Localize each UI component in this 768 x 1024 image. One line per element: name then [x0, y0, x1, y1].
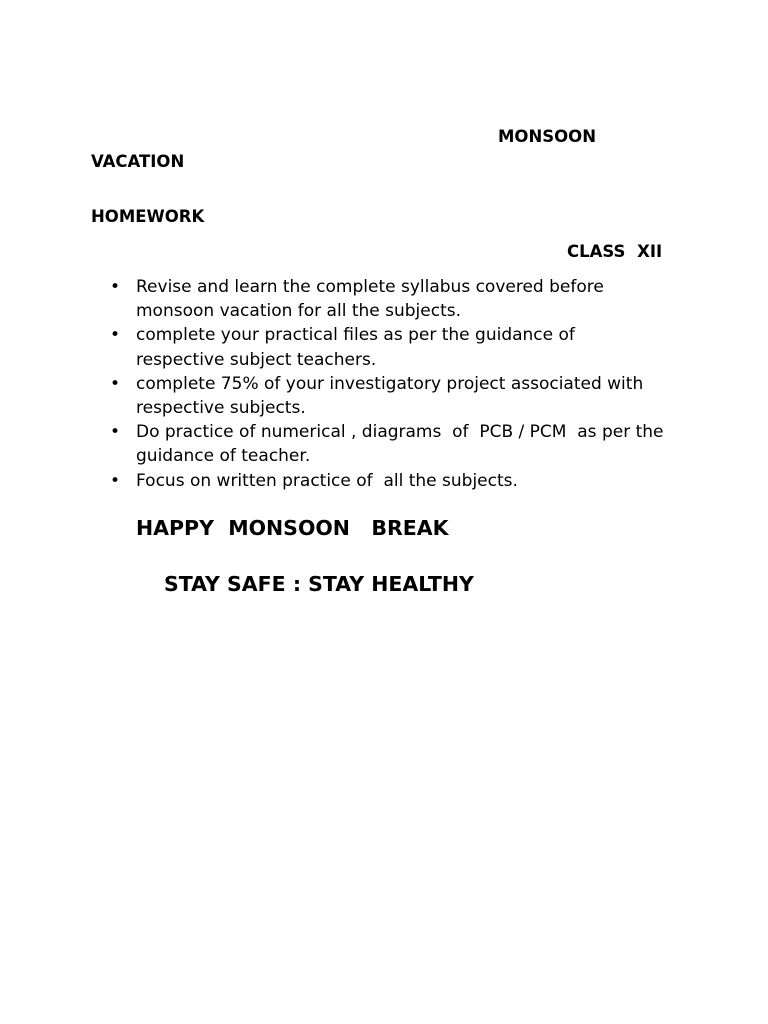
- list-item: [108, 323, 668, 371]
- class-label: CLASS XII: [567, 242, 663, 261]
- bullet-icon: •: [110, 277, 121, 297]
- bullet-icon: •: [110, 470, 121, 491]
- task-text: Focus on written practice of all the subjects.: [136, 470, 518, 491]
- list-item: [108, 420, 668, 468]
- bullet-icon: •: [110, 325, 121, 346]
- title-line-2: VACATION: [91, 152, 185, 171]
- closing-greeting: HAPPY MONSOON BREAK: [136, 516, 449, 540]
- list-item: [108, 469, 668, 493]
- list-item: [108, 372, 668, 420]
- task-text: complete 75% of your investigatory project associated with respective subjects.: [136, 373, 649, 419]
- bullet-icon: •: [110, 373, 121, 394]
- subtitle-homework: HOMEWORK: [91, 207, 205, 226]
- closing-slogan: STAY SAFE : STAY HEALTHY: [164, 572, 474, 596]
- task-text: Do practice of numerical , diagrams of PCB / PCM as per the guidance of teacher.: [136, 422, 669, 467]
- task-list: [108, 275, 668, 493]
- bullet-icon: •: [110, 422, 121, 443]
- title-line-1: MONSOON: [498, 127, 597, 146]
- task-text: Revise and learn the complete syllabus covered before monsoon vacation for all the subjects.: [136, 277, 610, 322]
- task-text: complete your practical files as per the guidance of respective subject teachers.: [136, 325, 581, 370]
- list-item: [108, 275, 668, 323]
